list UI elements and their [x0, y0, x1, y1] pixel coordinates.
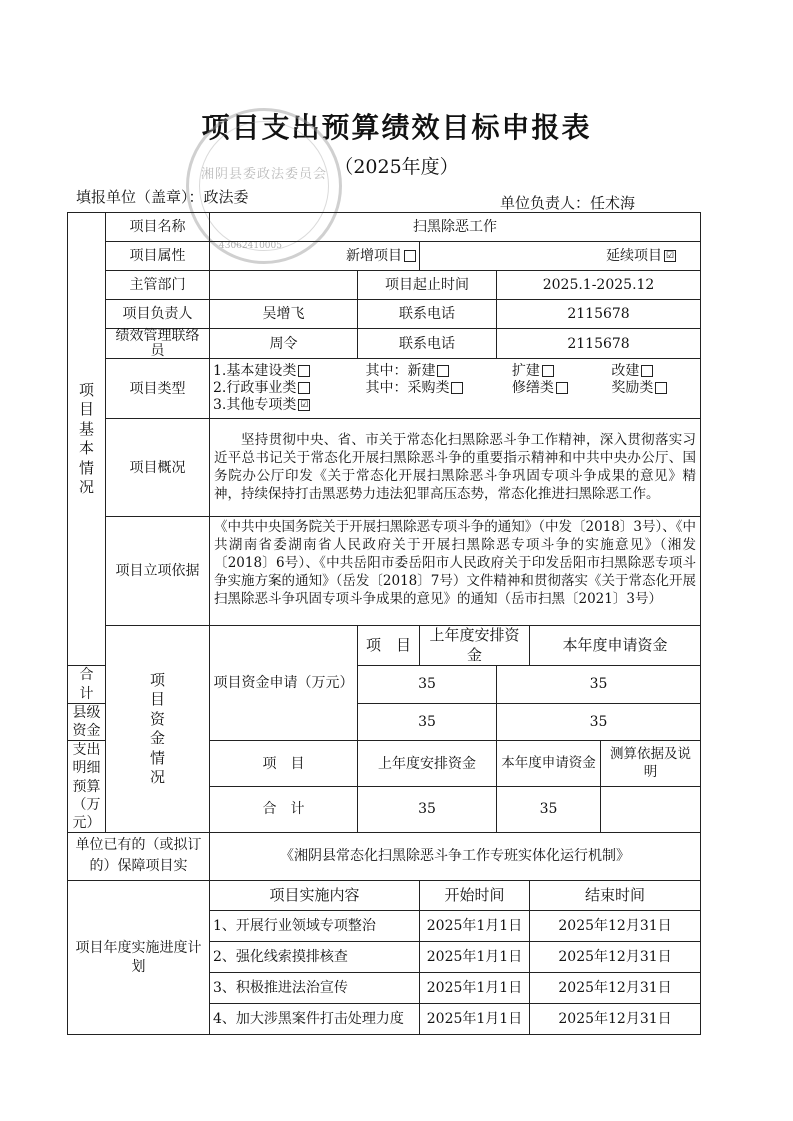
schedule-label: 项目年度实施进度计划	[68, 881, 210, 1035]
schedule-row-end: 2025年12月31日	[530, 973, 701, 1004]
type-2[interactable]: 2.行政事业类	[213, 380, 361, 397]
basis-text: 《中共中央国务院关于开展扫黑除恶专项斗争的通知》（中发〔2018〕3号）、《中共湖南省委湖南省人民政府关于开展扫黑除恶专项斗争的实施意见》（湘发〔2018〕6号）、《中共岳阳市委岳阳市人民政府关于印发岳阳市扫黑除恶专项斗争实施方案的通知》（岳发〔2018〕7号）文件精神和贯彻落实《关于常态化开展扫黑除恶斗争巩固专项斗争成果的意见》的通知（岳市扫黑〔2021〕3号）	[210, 517, 701, 626]
phone-value: 2115678	[497, 300, 701, 329]
type-1a[interactable]: 其中：新建	[365, 363, 507, 380]
basis-label: 项目立项依据	[106, 517, 210, 626]
detail-col-item: 项 目	[210, 741, 358, 787]
county-last: 35	[358, 703, 497, 740]
contact-label: 绩效管理联络员	[106, 329, 210, 359]
schedule-row-content: 2、强化线索摸排核查	[210, 942, 420, 973]
attr-new-checkbox[interactable]	[404, 250, 416, 262]
section-basic: 项目基本情况	[68, 213, 106, 666]
schedule-row-content: 3、积极推进法治宣传	[210, 973, 420, 1004]
phone-label: 联系电话	[358, 300, 497, 329]
detail-total-this: 35	[497, 787, 601, 833]
overview-label: 项目概况	[106, 419, 210, 517]
schedule-row-end: 2025年12月31日	[530, 1004, 701, 1035]
type-2a[interactable]: 其中：采购类	[365, 380, 507, 397]
apply-total-last: 35	[358, 666, 497, 703]
schedule-row-content: 1、开展行业领域专项整治	[210, 911, 420, 942]
apply-col-this: 本年度申请资金	[530, 626, 701, 666]
schedule-col-end: 结束时间	[530, 881, 701, 911]
project-attr-label: 项目属性	[106, 242, 210, 271]
detail-total-last: 35	[358, 787, 497, 833]
dept-label: 主管部门	[106, 271, 210, 300]
type-2c[interactable]: 奖励类	[611, 380, 667, 397]
phone2-value: 2115678	[497, 329, 701, 359]
apply-label: 项目资金申请（万元）	[210, 626, 358, 741]
county-this: 35	[497, 703, 701, 740]
seal-text: 湘阴县委政法委员会	[200, 167, 327, 182]
schedule-row-end: 2025年12月31日	[530, 911, 701, 942]
type-options	[210, 359, 701, 419]
type-3[interactable]: 3.其他专项类 ☑	[213, 397, 309, 414]
attr-cont-option[interactable]: 延续项目 ☑	[420, 242, 701, 271]
apply-total-label: 合 计	[68, 666, 106, 703]
period-label: 项目起止时间	[358, 271, 497, 300]
type-label: 项目类型	[106, 359, 210, 419]
schedule-row-start: 2025年1月1日	[420, 973, 530, 1004]
type-2b[interactable]: 修缮类	[512, 380, 607, 397]
page-title: 项目支出预算绩效目标申报表	[201, 111, 592, 144]
guarantee-label: 单位已有的（或拟订的）保障项目实	[68, 833, 210, 881]
filler-unit: 填报单位（盖章）：政法委	[76, 188, 249, 206]
schedule-col-content: 项目实施内容	[210, 881, 420, 911]
phone2-label: 联系电话	[358, 329, 497, 359]
detail-col-basis: 测算依据及说明	[601, 741, 701, 787]
dept-value	[210, 271, 358, 300]
page-year: （2025年度）	[334, 156, 459, 178]
unit-responsible: 单位负责人：任术海	[500, 194, 636, 212]
detail-total-label: 合 计	[210, 787, 358, 833]
project-name-label: 项目名称	[106, 213, 210, 242]
schedule-row-start: 2025年1月1日	[420, 911, 530, 942]
project-name-value: 扫黑除恶工作	[210, 213, 701, 242]
schedule-row-start: 2025年1月1日	[420, 942, 530, 973]
apply-col-item: 项 目	[358, 626, 420, 666]
attr-cont-checkbox[interactable]: ☑	[666, 250, 675, 261]
type-1[interactable]: 1.基本建设类	[213, 363, 361, 380]
contact-value: 周令	[210, 329, 358, 359]
schedule-row-end: 2025年12月31日	[530, 942, 701, 973]
detail-label: 支出明细预算（万元）	[68, 741, 106, 833]
detail-total-basis	[601, 787, 701, 833]
apply-total-this: 35	[497, 666, 701, 703]
overview-text: 坚持贯彻中央、省、市关于常态化扫黑除恶斗争工作精神，深入贯彻落实习近平总书记关于常态化开展扫黑除恶斗争的重要指示精神和中共中央办公厅、国务院办公厅印发《关于常态化开展扫黑除恶斗争巩固专项斗争成果的意见》精神，持续保持打击黑恶势力违法犯罪高压态势，常态化推进扫黑除恶工作。	[210, 419, 701, 517]
apply-col-last: 上年度安排资金	[420, 626, 530, 666]
type-1c[interactable]: 改建	[611, 363, 653, 380]
seal-code: 43062410005	[219, 241, 282, 251]
detail-col-this: 本年度申请资金	[497, 741, 601, 787]
section-funds: 项目资金情况	[106, 626, 210, 833]
schedule-col-start: 开始时间	[420, 881, 530, 911]
schedule-row-content: 4、加大涉黑案件打击处理力度	[210, 1004, 420, 1035]
detail-col-last: 上年度安排资金	[358, 741, 497, 787]
budget-form-table	[67, 212, 701, 1035]
period-value: 2025.1-2025.12	[497, 271, 701, 300]
county-label: 县级资金	[68, 703, 106, 740]
attr-new-option[interactable]: 新增项目	[210, 242, 420, 271]
leader-value: 吴增飞	[210, 300, 358, 329]
schedule-row-start: 2025年1月1日	[420, 1004, 530, 1035]
leader-label: 项目负责人	[106, 300, 210, 329]
type-1b[interactable]: 扩建	[512, 363, 607, 380]
guarantee-value: 《湘阴县常态化扫黑除恶斗争工作专班实体化运行机制》	[210, 833, 701, 881]
